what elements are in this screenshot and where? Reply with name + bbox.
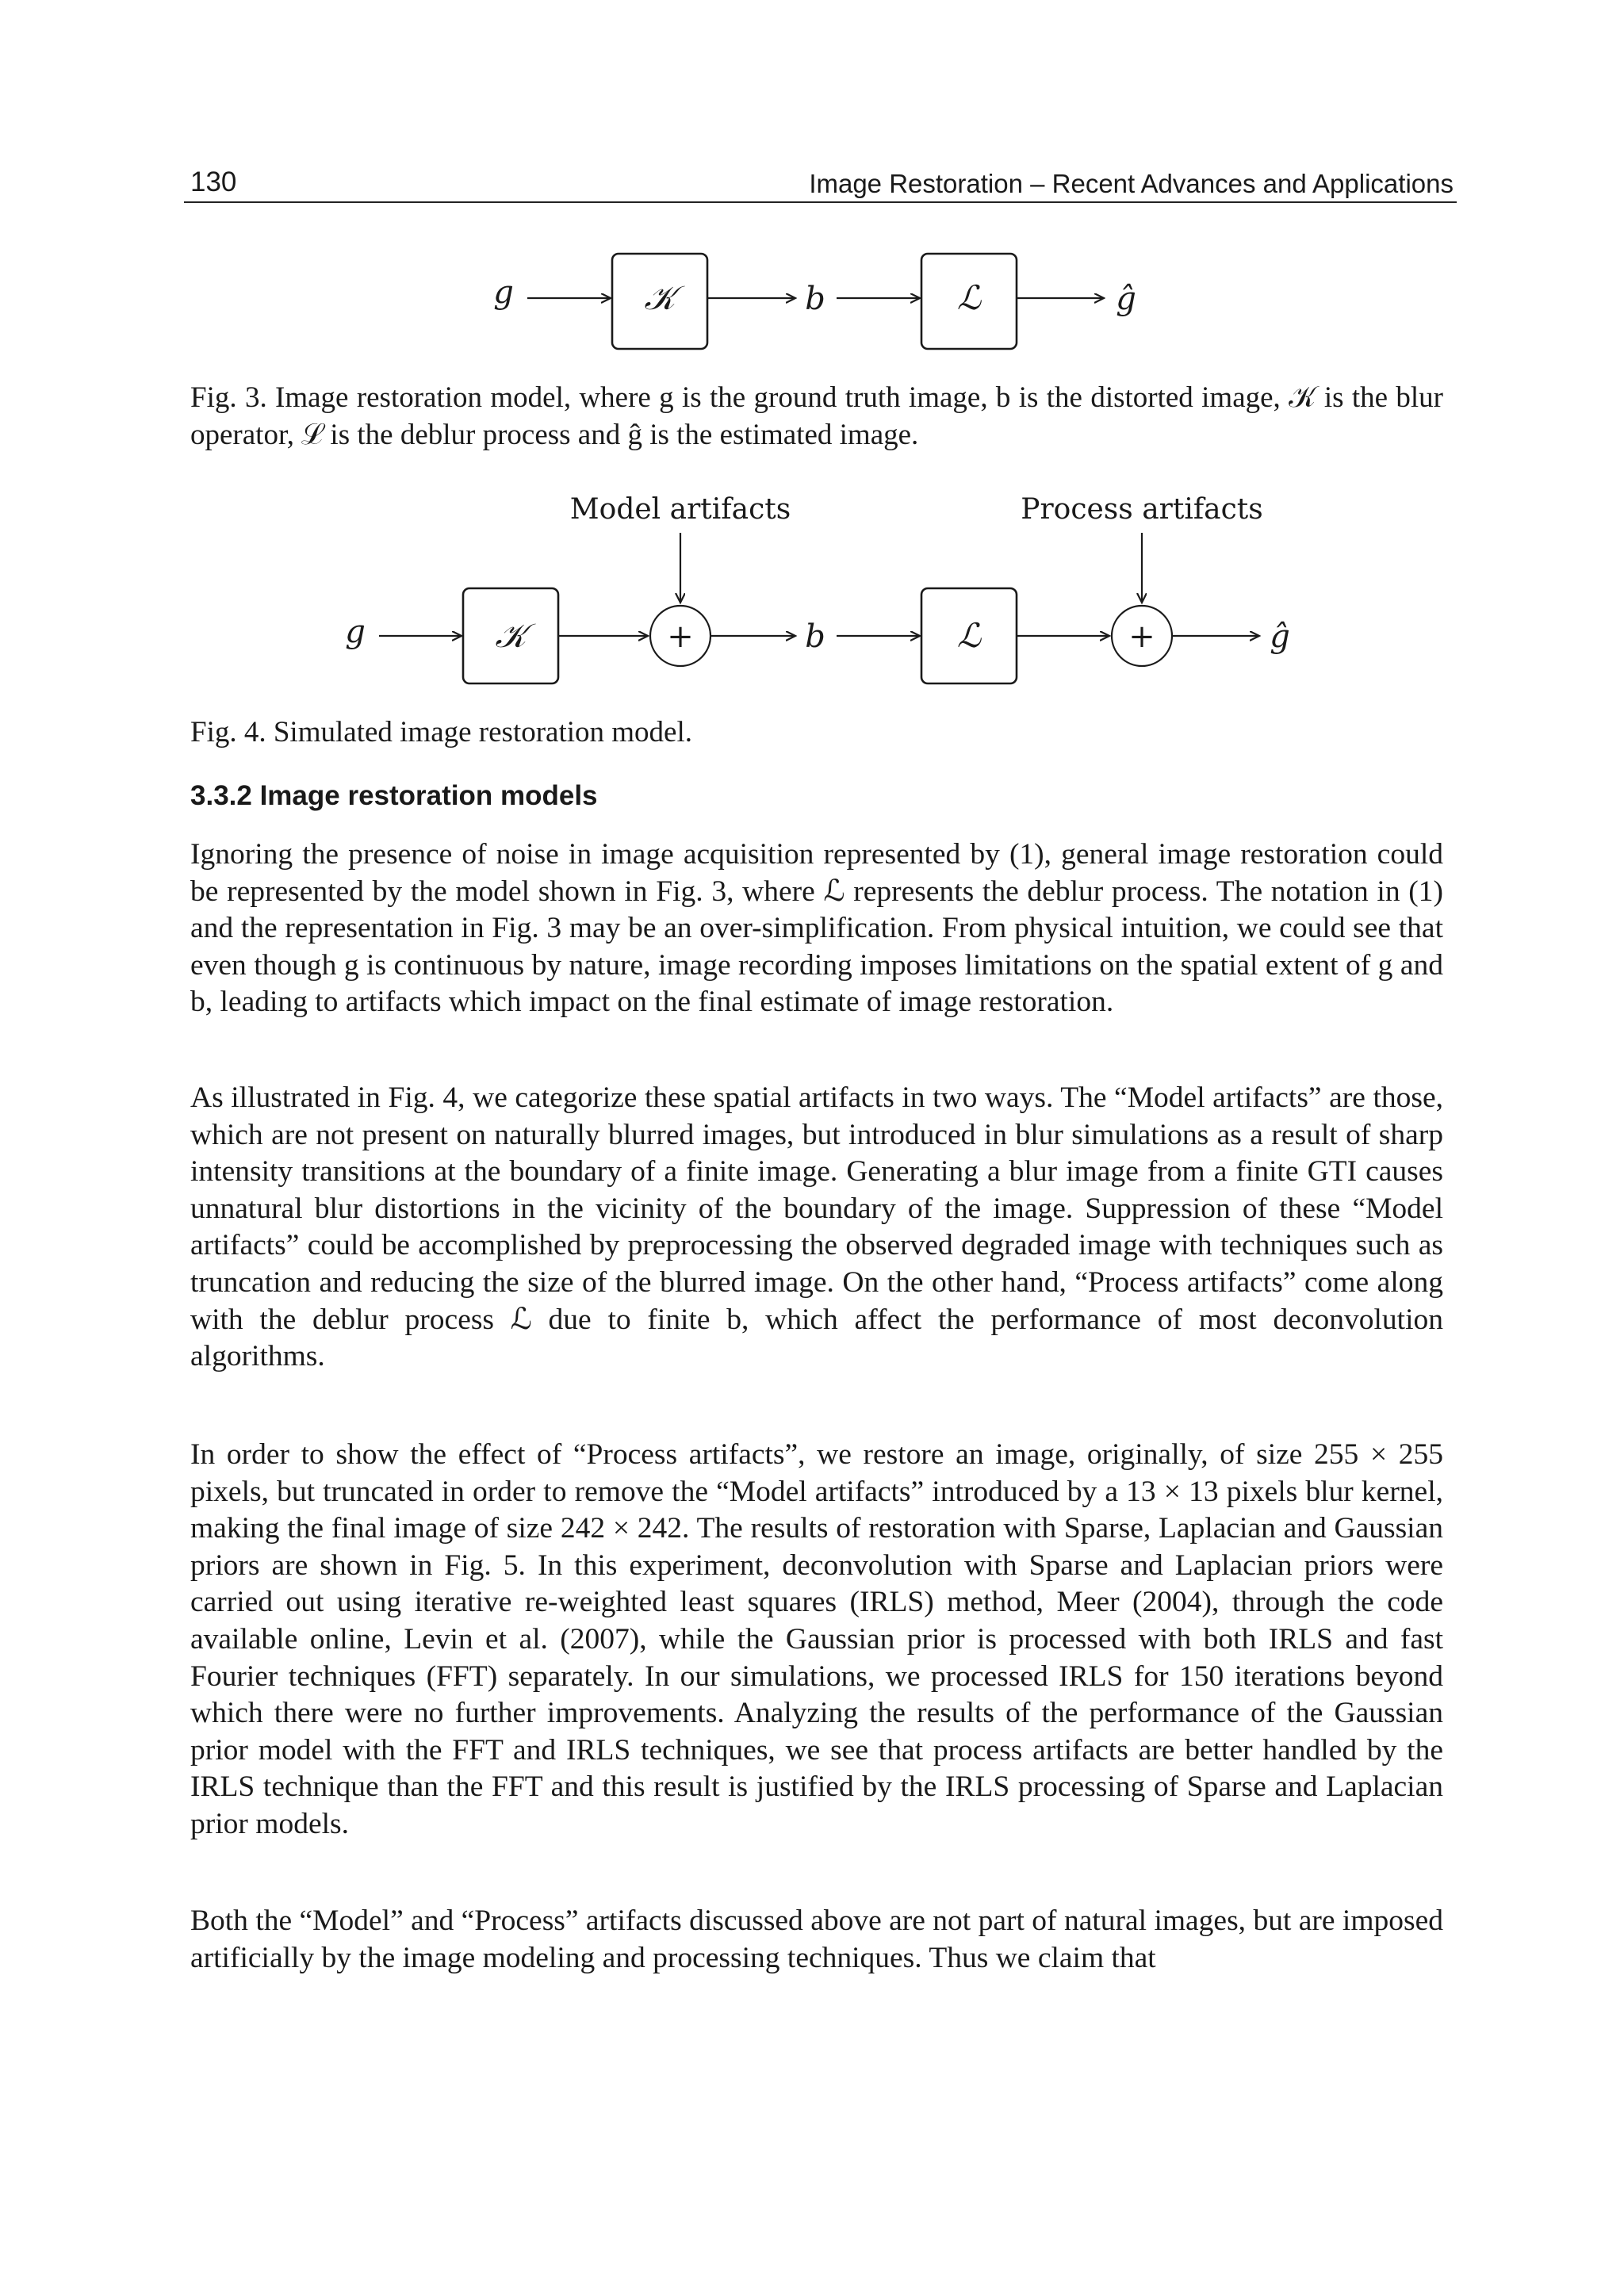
- paragraph-4: Both the “Model” and “Process” artifacts discussed above are not part of natural images, but are imposed artificially by the image modeling and processing techniques. Thus we claim that: [190, 1904, 1443, 1974]
- running-title: Image Restoration – Recent Advances and Applications: [809, 169, 1454, 198]
- fig4-sum-1-symbol: +: [667, 618, 694, 655]
- section-heading: 3.3.2 Image restoration models: [190, 780, 598, 811]
- figure-3-caption: Fig. 3. Image restoration model, where g is the ground truth image, b is the distorted image, 𝒦 is the blur operator, ℒ is the deblur process and ĝ is the estimated image.: [190, 381, 1443, 451]
- fig3-label-k: 𝒦: [644, 278, 676, 317]
- fig4-label-k: 𝒦: [495, 616, 527, 655]
- paragraph-2: As illustrated in Fig. 4, we categorize these spatial artifacts in two ways. The “Model artifacts” are those, which are not present on naturally blurred images, but introduced in blur simulations as a result of sharp intensity transitions at the boundary of a finite image. Generating a blur image from a finite GTI causes unnatural blur distortions in the vicinity of the boundary of the image. Suppression of these “Model artifacts” could be accomplished by preprocessing the observed degraded image with techniques such as truncation and reducing the size of the blurred image. On the other hand, “Process artifacts” come along with the deblur process ℒ due to finite b, which affect the performance of most deconvolution algorithms.: [190, 1081, 1443, 1373]
- page-number: 130: [190, 167, 237, 197]
- figure-3-diagram: [0, 238, 1624, 365]
- fig4-label-b: b: [805, 618, 825, 655]
- fig4-label-ghat: ĝ: [1270, 618, 1290, 655]
- fig3-label-g: g: [493, 274, 514, 311]
- figure-4-caption: Fig. 4. Simulated image restoration model.: [190, 716, 693, 748]
- fig3-label-ghat: ĝ: [1116, 281, 1136, 317]
- fig4-label-l: ℒ: [956, 616, 982, 655]
- fig4-model-artifacts-label: Model artifacts: [569, 493, 791, 526]
- fig3-label-l: ℒ: [956, 278, 982, 317]
- fig4-sum-2-symbol: +: [1128, 618, 1155, 655]
- figure-4-diagram: [0, 484, 1624, 698]
- header-rule: [184, 201, 1457, 203]
- paragraph-1: Ignoring the presence of noise in image acquisition represented by (1), general image restoration could be represented by the model shown in Fig. 3, where ℒ represents the deblur process. The notation in (1) and the representation in Fig. 3 may be an over-simplification. From physical intuition, we could see that even though g is continuous by nature, image recording imposes limitations on the spatial extent of g and b, leading to artifacts which impact on the final estimate of image restoration.: [190, 838, 1443, 1019]
- fig3-label-b: b: [805, 281, 825, 317]
- fig4-label-g: g: [345, 614, 366, 650]
- fig4-process-artifacts-label: Process artifacts: [1021, 493, 1263, 526]
- paragraph-3: In order to show the effect of “Process artifacts”, we restore an image, originally, of size 255 × 255 pixels, but truncated in order to remove the “Model artifacts” introduced by a 13 × 13 pixels blur kernel, making the final image of size 242 × 242. The results of restoration with Sparse, Laplacian and Gaussian priors are shown in Fig. 5. In this experiment, deconvolution with Sparse and Laplacian priors were carried out using iterative re-weighted least squares (IRLS) method, Meer (2004), through the code available online, Levin et al. (2007), while the Gaussian prior is processed with both IRLS and fast Fourier techniques (FFT) separately. In our simulations, we processed IRLS for 150 iterations beyond which there were no further improvements. Analyzing the results of the performance of the Gaussian prior model with the FFT and IRLS techniques, we see that process artifacts are better handled by the IRLS technique than the FFT and this result is justified by the IRLS processing of Sparse and Laplacian prior models.: [190, 1438, 1443, 1840]
